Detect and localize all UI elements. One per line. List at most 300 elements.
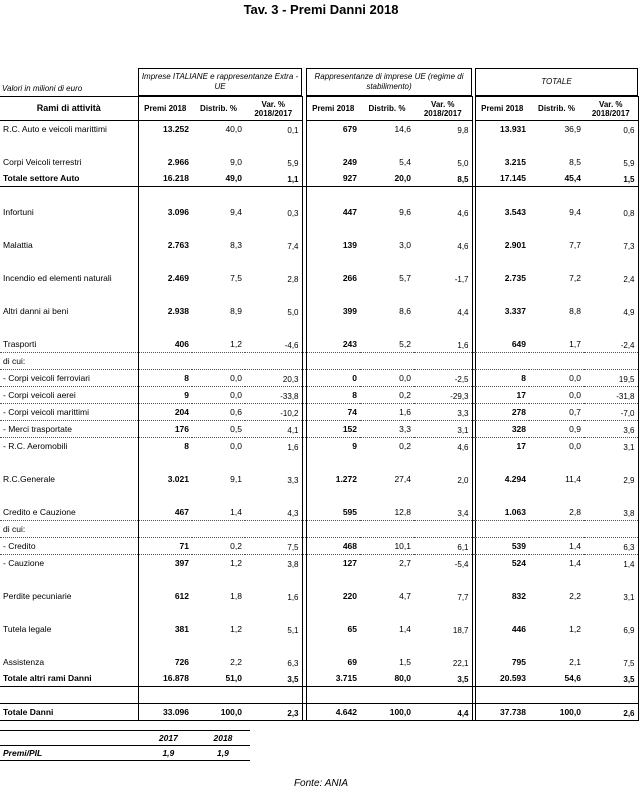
premi-cell <box>306 571 360 588</box>
distrib-cell <box>360 454 414 471</box>
premi-cell <box>138 487 192 504</box>
var-cell: -2,4 <box>584 336 638 353</box>
table-row <box>0 386 638 403</box>
var-cell: 3,6 <box>584 420 638 437</box>
distrib-cell: 0,0 <box>569 440 581 451</box>
table-row <box>0 588 638 604</box>
row-label: Altri danni ai beni <box>3 305 69 316</box>
distrib-cell <box>360 487 414 504</box>
row-label: R.C. Auto e veicoli marittimi <box>3 124 107 134</box>
premi-cell: 33.096 <box>138 703 192 720</box>
spacer-row <box>0 319 638 336</box>
var-cell: 7,4 <box>245 237 302 253</box>
var-cell <box>245 604 302 621</box>
group-header-italian: Imprese ITALIANE e rappresentanze Extra - UE <box>138 68 302 96</box>
spacer-row <box>0 487 638 504</box>
distrib-cell: 8,9 <box>230 305 242 316</box>
premi-cell: 2.763 <box>138 237 192 253</box>
distrib-cell: 40,0 <box>225 124 242 134</box>
var-cell: 18,7 <box>414 621 472 637</box>
premi-cell: 2.735 <box>475 270 529 286</box>
distrib-cell: 5,2 <box>360 336 414 353</box>
premi-pil-label: Premi/PIL <box>3 748 43 758</box>
premi-cell <box>306 520 360 537</box>
premi-cell <box>138 352 192 369</box>
premi-cell <box>475 520 529 537</box>
premi-cell <box>306 137 360 154</box>
premi-cell <box>475 187 529 204</box>
col-head-distrib: Distrib. % <box>192 97 245 121</box>
var-cell <box>245 319 302 336</box>
premi-cell: 2.901 <box>475 237 529 253</box>
row-label <box>0 454 138 471</box>
distrib-cell: 4,7 <box>399 590 411 601</box>
distrib-cell <box>192 286 245 303</box>
row-label <box>0 604 138 621</box>
var-cell <box>414 187 472 204</box>
row-label: Totale Danni <box>0 703 138 720</box>
col-head-premi: Premi 2018 <box>138 97 192 121</box>
table-row <box>0 403 638 420</box>
table-row <box>0 654 638 670</box>
distrib-cell <box>192 571 245 588</box>
table-row <box>0 554 638 571</box>
distrib-cell: 0,7 <box>529 403 584 420</box>
premi-cell: 3.543 <box>475 204 529 220</box>
spacer-row <box>0 454 638 471</box>
var-cell <box>245 454 302 471</box>
premi-cell <box>306 487 360 504</box>
var-cell <box>414 253 472 270</box>
var-cell: 5,1 <box>245 621 302 637</box>
distrib-cell: 2,1 <box>569 656 581 667</box>
premi-cell: 726 <box>138 654 192 670</box>
var-cell: 0,8 <box>584 204 638 220</box>
premi-cell: 17 <box>475 386 529 403</box>
premi-cell: 447 <box>306 204 360 220</box>
distrib-cell: 1,5 <box>399 656 411 667</box>
premi-cell <box>475 137 529 154</box>
premi-cell: 16.218 <box>138 170 192 187</box>
distrib-cell: 5,4 <box>399 157 411 167</box>
table-row <box>0 270 638 286</box>
table-row <box>0 336 638 353</box>
distrib-cell: 10,1 <box>360 537 414 554</box>
distrib-cell <box>192 220 245 237</box>
premi-cell: 612 <box>138 588 192 604</box>
distrib-cell <box>192 319 245 336</box>
premi-cell: 467 <box>138 504 192 521</box>
units-label: Valori in milioni di euro <box>2 84 83 93</box>
distrib-cell <box>529 319 584 336</box>
var-cell <box>584 319 638 336</box>
premi-cell <box>138 220 192 237</box>
premi-cell: 8 <box>306 386 360 403</box>
premi-cell: 20.593 <box>475 670 529 687</box>
premi-cell <box>475 220 529 237</box>
premi-cell <box>306 319 360 336</box>
distrib-cell <box>360 319 414 336</box>
premi-cell: 2.938 <box>138 303 192 319</box>
var-cell: 4,6 <box>414 204 472 220</box>
distrib-cell: 1,4 <box>569 557 581 568</box>
distrib-cell <box>529 571 584 588</box>
table-row <box>0 504 638 521</box>
premi-cell: 328 <box>475 420 529 437</box>
var-cell <box>584 637 638 654</box>
distrib-cell <box>529 487 584 504</box>
col-head-premi: Premi 2018 <box>306 97 360 121</box>
row-label <box>0 286 138 303</box>
premi-cell <box>475 686 529 703</box>
var-cell <box>414 319 472 336</box>
row-label: Incendio ed elementi naturali <box>3 272 112 283</box>
row-label: Totale settore Auto <box>0 170 138 187</box>
var-cell: 0,6 <box>584 121 638 138</box>
distrib-cell: 2,2 <box>569 590 581 601</box>
premi-cell: 399 <box>306 303 360 319</box>
var-cell: 3,8 <box>584 504 638 521</box>
distrib-cell: 51,0 <box>192 670 245 687</box>
table-row <box>0 170 638 187</box>
premi-cell: 249 <box>306 154 360 170</box>
distrib-cell: 1,2 <box>230 557 242 568</box>
distrib-cell <box>360 686 414 703</box>
row-label: - Corpi veicoli marittimi <box>0 403 138 420</box>
premi-cell <box>138 571 192 588</box>
var-cell <box>584 604 638 621</box>
premi-cell: 539 <box>475 537 529 554</box>
distrib-cell <box>360 637 414 654</box>
distrib-cell <box>192 137 245 154</box>
row-label: - Corpi veicoli aerei <box>0 386 138 403</box>
var-cell: 6,3 <box>584 537 638 554</box>
distrib-cell: 1,4 <box>529 537 584 554</box>
distrib-cell: 14,6 <box>394 124 411 134</box>
distrib-cell: 1,2 <box>569 623 581 634</box>
distrib-cell: 5,7 <box>399 272 411 283</box>
spacer-row <box>0 220 638 237</box>
var-cell <box>245 487 302 504</box>
premi-cell: 0 <box>306 369 360 386</box>
col-head-distrib: Distrib. % <box>360 97 414 121</box>
premi-cell: 16.878 <box>138 670 192 687</box>
premi-cell: 595 <box>306 504 360 521</box>
distrib-cell: 1,2 <box>192 336 245 353</box>
var-cell <box>414 571 472 588</box>
row-label: di cui: <box>0 520 138 537</box>
premi-cell: 679 <box>306 121 360 138</box>
var-cell: 7,3 <box>584 237 638 253</box>
var-cell <box>584 352 638 369</box>
premi-cell: 3.021 <box>138 471 192 487</box>
distrib-cell: 7,2 <box>569 272 581 283</box>
var-cell <box>245 286 302 303</box>
premi-cell <box>475 352 529 369</box>
var-cell <box>584 487 638 504</box>
distrib-cell <box>529 686 584 703</box>
distrib-cell: 36,9 <box>564 124 581 134</box>
var-cell: 2,6 <box>584 703 638 720</box>
premi-cell <box>306 352 360 369</box>
row-label: Perdite pecuniarie <box>3 590 72 601</box>
premi-cell: 2.469 <box>138 270 192 286</box>
var-cell <box>584 253 638 270</box>
premi-cell <box>306 253 360 270</box>
premi-cell: 3.337 <box>475 303 529 319</box>
distrib-cell: 8,3 <box>230 239 242 250</box>
table-row <box>0 369 638 386</box>
premi-cell: 204 <box>138 403 192 420</box>
var-cell: 4,6 <box>414 437 472 454</box>
distrib-cell <box>192 487 245 504</box>
var-cell <box>245 571 302 588</box>
var-cell: 6,9 <box>584 621 638 637</box>
table-row <box>0 621 638 637</box>
row-label: - Corpi veicoli ferroviari <box>0 369 138 386</box>
premi-cell: 3.715 <box>306 670 360 687</box>
premi-cell <box>475 454 529 471</box>
col-head-var: Var. % 2018/2017 <box>245 97 302 121</box>
var-cell: -1,7 <box>414 270 472 286</box>
premi-cell: 3.215 <box>475 154 529 170</box>
col-head-premi: Premi 2018 <box>475 97 529 121</box>
var-cell: 5,9 <box>245 154 302 170</box>
premi-cell: 406 <box>138 336 192 353</box>
distrib-cell <box>192 637 245 654</box>
distrib-cell: 54,6 <box>529 670 584 687</box>
distrib-cell <box>360 187 414 204</box>
var-cell <box>584 520 638 537</box>
page-title: Tav. 3 - Premi Danni 2018 <box>243 2 399 17</box>
var-cell: 0,1 <box>245 121 302 138</box>
var-cell: 1,6 <box>414 336 472 353</box>
distrib-cell: 80,0 <box>360 670 414 687</box>
premi-cell <box>138 604 192 621</box>
premi-cell: 71 <box>138 537 192 554</box>
premi-cell: 278 <box>475 403 529 420</box>
premi-cell <box>306 187 360 204</box>
var-cell: -29,3 <box>414 386 472 403</box>
var-cell: 19,5 <box>584 369 638 386</box>
distrib-cell <box>360 520 414 537</box>
row-label <box>0 319 138 336</box>
table-row <box>0 303 638 319</box>
distrib-cell <box>360 253 414 270</box>
premi-cell: 9 <box>306 437 360 454</box>
var-cell: 3,3 <box>414 403 472 420</box>
distrib-cell <box>529 187 584 204</box>
premi-pil-table <box>0 730 250 761</box>
group-header-totale: TOTALE <box>475 68 638 96</box>
var-cell: 6,1 <box>414 537 472 554</box>
table-row <box>0 520 638 537</box>
premi-cell <box>138 520 192 537</box>
distrib-cell: 1,7 <box>529 336 584 353</box>
var-cell <box>245 637 302 654</box>
distrib-cell <box>192 520 245 537</box>
distrib-cell: 100,0 <box>360 703 414 720</box>
distrib-cell: 100,0 <box>192 703 245 720</box>
var-cell <box>245 520 302 537</box>
distrib-cell: 0,0 <box>192 369 245 386</box>
premi-cell: 74 <box>306 403 360 420</box>
row-label: - Cauzione <box>3 557 45 568</box>
distrib-cell: 0,0 <box>360 369 414 386</box>
premi-cell: 446 <box>475 621 529 637</box>
distrib-cell <box>360 137 414 154</box>
premi-cell: 832 <box>475 588 529 604</box>
distrib-cell: 0,9 <box>529 420 584 437</box>
premi-cell: 13.252 <box>138 121 192 138</box>
distrib-cell: 2,7 <box>399 557 411 568</box>
distrib-cell: 8,8 <box>569 305 581 316</box>
var-cell <box>414 487 472 504</box>
premi-cell: 9 <box>138 386 192 403</box>
var-cell: 3,5 <box>414 670 472 687</box>
premi-cell <box>475 637 529 654</box>
table-row <box>0 703 638 720</box>
premi-cell: 176 <box>138 420 192 437</box>
premi-cell <box>138 686 192 703</box>
premi-cell <box>475 487 529 504</box>
distrib-cell: 9,4 <box>569 206 581 217</box>
distrib-cell: 0,2 <box>399 440 411 451</box>
var-cell: 1,6 <box>245 437 302 454</box>
row-label <box>0 571 138 588</box>
table-row <box>0 537 638 554</box>
var-cell: 3,5 <box>245 670 302 687</box>
distrib-cell <box>360 352 414 369</box>
premi-cell <box>138 319 192 336</box>
var-cell <box>245 352 302 369</box>
premi-cell: 524 <box>475 554 529 571</box>
distrib-cell: 0,5 <box>192 420 245 437</box>
premi-cell <box>306 637 360 654</box>
var-cell: 3,5 <box>584 670 638 687</box>
premi-cell <box>138 454 192 471</box>
var-cell <box>584 286 638 303</box>
table-row <box>0 204 638 220</box>
distrib-cell: 100,0 <box>529 703 584 720</box>
var-cell: -10,2 <box>245 403 302 420</box>
row-label: - R.C. Aeromobili <box>3 440 68 451</box>
var-cell <box>245 253 302 270</box>
row-label <box>0 137 138 154</box>
spacer-row <box>0 187 638 204</box>
var-cell <box>414 352 472 369</box>
premi-cell <box>475 571 529 588</box>
var-cell: 7,5 <box>584 654 638 670</box>
premi-cell <box>475 286 529 303</box>
premi-cell: 1.272 <box>306 471 360 487</box>
distrib-cell <box>529 220 584 237</box>
premi-cell: 2.966 <box>138 154 192 170</box>
premi-cell: 927 <box>306 170 360 187</box>
var-cell: 4,9 <box>584 303 638 319</box>
spacer-row <box>0 137 638 154</box>
premi-cell: 17.145 <box>475 170 529 187</box>
var-cell: -31,8 <box>584 386 638 403</box>
row-label <box>0 253 138 270</box>
var-cell <box>414 454 472 471</box>
distrib-cell: 3,0 <box>399 239 411 250</box>
distrib-cell <box>529 253 584 270</box>
var-cell: 20,3 <box>245 369 302 386</box>
distrib-cell: 8,5 <box>569 157 581 167</box>
distrib-cell <box>529 637 584 654</box>
distrib-cell: 0,0 <box>529 386 584 403</box>
row-label <box>0 487 138 504</box>
distrib-cell <box>529 604 584 621</box>
premi-cell <box>475 253 529 270</box>
var-cell: 0,3 <box>245 204 302 220</box>
var-cell: -33,8 <box>245 386 302 403</box>
table-row <box>0 352 638 369</box>
table-row <box>0 154 638 170</box>
row-label: R.C.Generale <box>3 473 55 484</box>
source-note: Fonte: ANIA <box>293 778 349 789</box>
row-label: - Credito <box>0 537 138 554</box>
premi-danni-table <box>0 96 639 721</box>
premi-cell: 397 <box>138 554 192 571</box>
distrib-cell: 0,0 <box>230 440 242 451</box>
distrib-cell: 8,6 <box>399 305 411 316</box>
premi-cell <box>138 253 192 270</box>
var-cell: 2,9 <box>584 471 638 487</box>
distrib-cell <box>529 352 584 369</box>
var-cell <box>414 286 472 303</box>
distrib-cell: 0,2 <box>360 386 414 403</box>
var-cell: -5,4 <box>414 554 472 571</box>
row-label: Totale altri rami Danni <box>0 670 138 687</box>
distrib-cell: 2,8 <box>529 504 584 521</box>
distrib-cell: 2,2 <box>230 656 242 667</box>
premi-cell: 8 <box>138 369 192 386</box>
premi-cell: 37.738 <box>475 703 529 720</box>
var-cell: 2,4 <box>584 270 638 286</box>
premi-cell <box>306 454 360 471</box>
premi-cell: 266 <box>306 270 360 286</box>
premi-cell: 795 <box>475 654 529 670</box>
var-cell <box>414 604 472 621</box>
premi-pil-value-2017: 1,9 <box>162 748 175 758</box>
distrib-cell: 0,0 <box>192 386 245 403</box>
var-cell: 1,1 <box>245 170 302 187</box>
distrib-cell <box>529 286 584 303</box>
row-label <box>0 686 138 703</box>
var-cell: 1,4 <box>584 554 638 571</box>
var-cell <box>414 520 472 537</box>
distrib-cell: 45,4 <box>529 170 584 187</box>
var-cell: 4,4 <box>414 303 472 319</box>
distrib-cell: 7,7 <box>569 239 581 250</box>
row-label: Trasporti <box>0 336 138 353</box>
var-cell <box>414 220 472 237</box>
var-cell: 7,5 <box>245 537 302 554</box>
premi-pil-year-2018: 2018 <box>213 733 233 743</box>
spacer-row <box>0 637 638 654</box>
var-cell: 4,6 <box>414 237 472 253</box>
distrib-cell <box>192 352 245 369</box>
premi-cell <box>475 319 529 336</box>
distrib-cell: 3,3 <box>360 420 414 437</box>
var-cell <box>584 187 638 204</box>
premi-cell: 65 <box>306 621 360 637</box>
premi-cell: 13.931 <box>475 121 529 138</box>
col-head-rami: Rami di attività <box>0 97 138 121</box>
premi-cell: 152 <box>306 420 360 437</box>
